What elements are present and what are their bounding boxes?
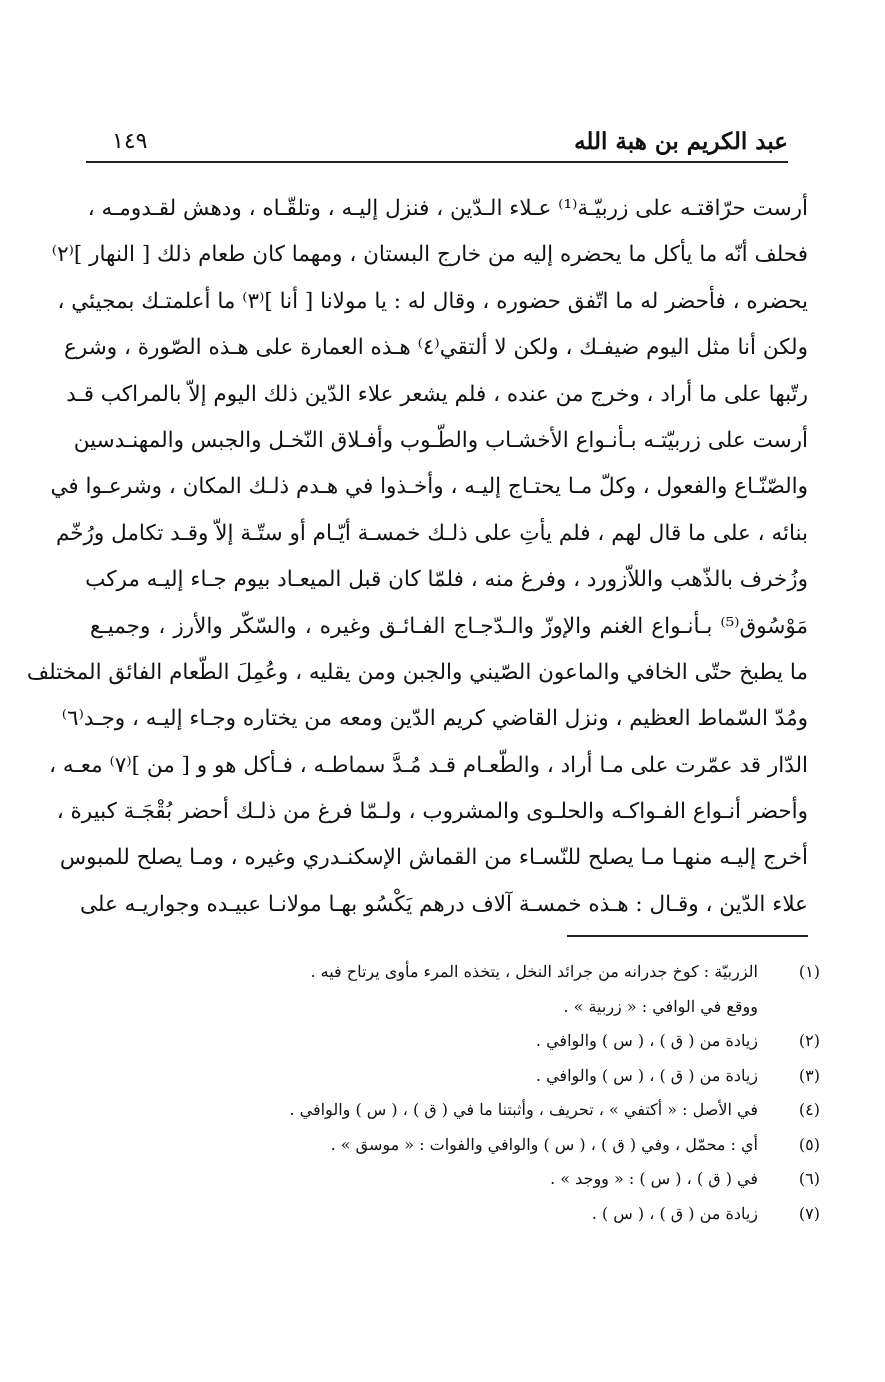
footnote-item — [100, 1059, 820, 1094]
footnote-item — [100, 1024, 820, 1059]
page-number: ١٤٩ — [112, 129, 148, 154]
footnotes — [100, 955, 820, 1231]
footnote-number: (٢) — [798, 1031, 820, 1050]
header-rule — [86, 161, 788, 163]
text-line: والصّنّـاع والفعول ، وكلّ مـا يحتـاج إليـه ، وأخـذوا في هـدم ذلـك المكان ، وشرعـوا في — [50, 474, 808, 500]
footnote-number: (١) — [798, 962, 820, 981]
running-title: عبد الكريم بن هبة الله — [574, 128, 788, 155]
text-line: أخرج إليـه منهـا مـا يصلح للنّسـاء من القماش الإسكنـدري وغيره ، ومـا يصلح للمبوس — [59, 845, 808, 871]
footnote-item — [100, 1128, 820, 1163]
footnote-text: زيادة من ( ق ) ، ( س ) . — [591, 1203, 758, 1223]
footnote-separator — [567, 935, 808, 937]
footnote-number: (٤) — [798, 1100, 820, 1119]
footnote-number: (٣) — [798, 1065, 820, 1085]
footnote-item — [100, 990, 820, 1025]
text-line: بنائه ، على ما قال لهم ، فلم يأتِ على ذلـك خمسـة أيّـام أو ستّـة إلاّ وقـد تكامل ورُخّم — [55, 520, 808, 546]
footnote-item — [100, 1162, 820, 1197]
page-header — [86, 122, 788, 162]
footnote-item — [100, 955, 820, 990]
text-line: أرست على زربيّتـه بـأنـواع الأخشـاب والطّـوب وأفـلاق النّخـل والجبس والمهنـدسين — [73, 427, 808, 453]
main-text — [26, 186, 808, 928]
footnote-number: (٦) — [798, 1169, 820, 1188]
text-line: ولكن أنا مثل اليوم ضيفـك ، ولكن لا ألتقي⁽٤⁾ هـذه العمارة على هـذه الصّورة ، وشرع — [64, 335, 808, 361]
text-line: وأحضر أنـواع الفـواكـه والحلـوى والمشروب ، ولـمّا فرغ من ذلـك أحضر بُقْجَـة كبيرة ، — [56, 799, 808, 825]
footnote-number: (٥) — [798, 1134, 820, 1154]
footnote-text: ووقع في الوافي : « زربية » . — [563, 996, 758, 1016]
text-line: يحضره ، فأحضر له ما اتّفق حضوره ، وقال له : يا مولانا [ أنا ]⁽٣⁾ ما أعلمتـك بمجيئي ، — [57, 288, 808, 314]
footnote-text: أي : محمّل ، وفي ( ق ) ، ( س ) والوافي والفوات : « موسق » . — [330, 1134, 758, 1154]
text-line: ومُدّ السّماط العظيم ، ونزل القاضي كريم الدّين ومعه من يختاره وجـاء إليـه ، وجـد⁽٦⁾ — [61, 706, 808, 732]
footnote-text: زيادة من ( ق ) ، ( س ) والوافي . — [535, 1031, 758, 1050]
footnote-number: (٧) — [798, 1203, 820, 1223]
text-line: أرست حرّاقتـه على زربيّـة⁽¹⁾ عـلاء الـدّين ، فنزل إليـه ، وتلقّـاه ، ودهش لقـدومـه ، — [87, 196, 808, 221]
footnote-text: زيادة من ( ق ) ، ( س ) والوافي . — [535, 1065, 758, 1085]
text-line: علاء الدّين ، وقـال : هـذه خمسـة آلاف درهم يَكْسُو بهـا مولانـا عبيـده وجواريـه على — [79, 891, 808, 917]
text-line: وزُخرف بالذّهب واللاّزورد ، وفرغ منه ، فلمّا كان قبل الميعـاد بيوم جـاء إليـه مركب — [85, 567, 808, 593]
footnote-item — [100, 1197, 820, 1232]
text-line: الدّار قد عمّرت على مـا أراد ، والطّعـام قـد مُـدَّ سماطـه ، فـأكل هو و [ من ]⁽٧⁾ معـه ، — [49, 752, 808, 778]
text-line: مَوْسُوق⁽⁵⁾ بـأنـواع الغنم والإوزّ والـدّجـاج الفـائـق وغيره ، والسّكّر والأرز ، وجميـع — [90, 613, 808, 639]
footnote-text: في ( ق ) ، ( س ) : « ووجد » . — [550, 1169, 758, 1188]
footnote-text: في الأصل : « أكتفي » ، تحريف ، وأثبتنا ما في ( ق ) ، ( س ) والوافي . — [289, 1100, 758, 1119]
text-line: رتّبها على ما أراد ، وخرج من عنده ، فلم يشعر علاء الدّين ذلك اليوم إلاّ بالمراكب قـد — [66, 381, 808, 407]
text-line: ما يطبخ حتّى الخافي والماعون الصّيني والجبن ومن يقليه ، وعُمِلَ الطّعام الفائق المختلف — [26, 659, 808, 685]
footnote-text: الزربيّة : كوخ جدرانه من جرائد النخل ، يتخذه المرء مأوى يرتاح فيه . — [310, 962, 758, 981]
text-line: فحلف أنّه ما يأكل ما يحضره إليه من خارج البستان ، ومهما كان طعام ذلك [ النهار ]⁽٢⁾ — [51, 242, 808, 268]
footnote-item — [100, 1093, 820, 1128]
